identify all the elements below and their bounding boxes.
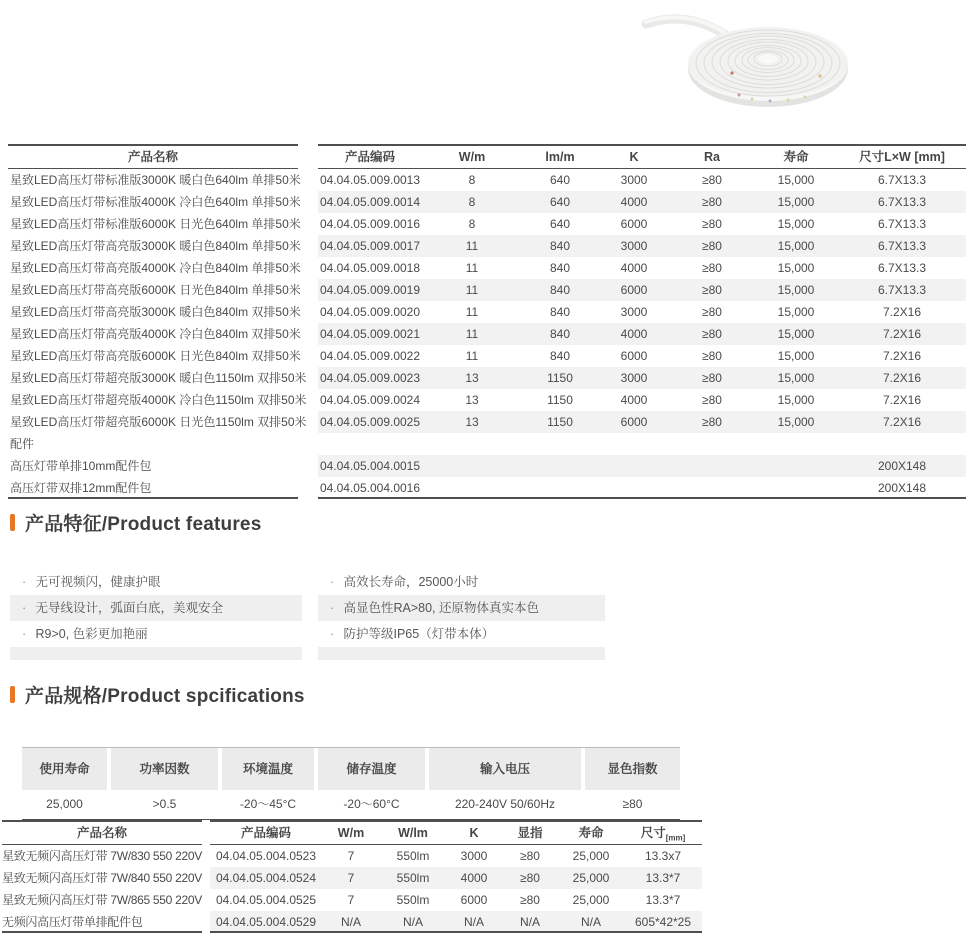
cell-k: 3000	[620, 371, 648, 385]
env-value-cell: ≥80	[622, 797, 643, 811]
cell-size: 200X148	[877, 459, 927, 473]
cell-lifetime: 15,000	[777, 371, 815, 385]
env-header-cell: 功率因数	[111, 748, 218, 790]
cell-lifetime: 25,000	[572, 849, 610, 863]
cell-lmm: 840	[549, 349, 571, 363]
cell-lifetime: 25,000	[572, 893, 610, 907]
feature-item	[318, 595, 605, 621]
table-row	[2, 889, 702, 911]
col-header-product-code: 产品编码	[240, 826, 291, 840]
cell-wm	[422, 455, 522, 477]
product-table-header-right	[318, 144, 966, 169]
cell-product-name: 星致LED高压灯带标准版4000K 冷白色640lm 单排50米	[10, 195, 301, 209]
stripe-band	[10, 647, 302, 660]
col-header-wm: W/m	[458, 150, 486, 164]
env-header-cell: 使用寿命	[22, 748, 107, 790]
cell-wm: 7	[347, 893, 355, 907]
cell-wm	[422, 433, 522, 455]
cell-product-code: 04.04.05.009.0020	[319, 305, 421, 319]
cell-lifetime: 15,000	[777, 327, 815, 341]
model-spec-table	[2, 820, 702, 933]
cell-k: 6000	[620, 217, 648, 231]
cell-size: 13.3*7	[645, 871, 681, 885]
cell-cri: N/A	[519, 915, 540, 929]
cell-lifetime: 15,000	[777, 173, 815, 187]
cell-wm: 11	[465, 305, 479, 319]
cell-lmm: 840	[549, 283, 571, 297]
cell-size: 6.7X13.3	[877, 173, 927, 187]
cell-size: 6.7X13.3	[877, 261, 927, 275]
cell-k: 4000	[620, 195, 648, 209]
cell-ra: ≥80	[702, 195, 722, 209]
cell-product-code: 04.04.05.004.0529	[215, 915, 317, 929]
env-table-value-row	[22, 790, 680, 820]
table-gutter	[202, 845, 210, 867]
cell-size: 6.7X13.3	[877, 283, 927, 297]
cell-k: 3000	[460, 849, 488, 863]
cell-k: 3000	[620, 239, 648, 253]
cell-k: 4000	[620, 393, 648, 407]
feature-text: 高效长寿命，25000小时	[343, 575, 479, 589]
cell-lifetime: 25,000	[572, 871, 610, 885]
table-gutter	[298, 144, 318, 169]
cell-lmm: 840	[549, 305, 571, 319]
table-row	[8, 213, 966, 235]
table-row	[8, 455, 966, 477]
cell-lmm	[522, 433, 598, 455]
cell-wm: 11	[465, 283, 479, 297]
cell-product-code: 04.04.05.009.0018	[319, 261, 421, 275]
cell-size: 13.3*7	[645, 893, 681, 907]
cell-product-name: 星致LED高压灯带高亮版3000K 暖白色840lm 单排50米	[10, 239, 301, 253]
cell-size: 605*42*25	[634, 915, 692, 929]
feature-item	[10, 621, 302, 647]
col-header-wm: W/m	[337, 826, 365, 840]
cell-wm: 11	[465, 261, 479, 275]
env-value-cell: 25,000	[46, 797, 83, 811]
table-row	[2, 911, 702, 933]
table-row	[2, 845, 702, 867]
cell-k: 4000	[620, 261, 648, 275]
cell-product-name: 配件	[10, 437, 35, 451]
feature-item	[10, 595, 302, 621]
table-gutter	[202, 889, 210, 911]
cell-lmm	[522, 477, 598, 497]
cell-k: 3000	[620, 305, 648, 319]
features-title: 产品特征/Product features	[25, 514, 262, 535]
cell-k: 6000	[620, 349, 648, 363]
table-row	[8, 367, 966, 389]
cell-size: 6.7X13.3	[877, 195, 927, 209]
cell-cri: ≥80	[520, 849, 540, 863]
cell-lifetime: 15,000	[777, 415, 815, 429]
cell-product-name: 星致LED高压灯带高亮版4000K 冷白色840lm 双排50米	[10, 327, 301, 341]
table-gutter	[298, 301, 318, 323]
cell-wm: 13	[465, 371, 479, 385]
table-row	[2, 867, 702, 889]
cell-product-code: 04.04.05.009.0024	[319, 393, 421, 407]
col-header-k: K	[469, 826, 479, 840]
cell-wlm: 550lm	[396, 893, 430, 907]
cell-ra: ≥80	[702, 393, 722, 407]
product-table-header-row	[8, 144, 966, 169]
table-gutter	[298, 389, 318, 411]
cell-cri: ≥80	[520, 871, 540, 885]
cell-lifetime: 15,000	[777, 393, 815, 407]
cell-lmm: 640	[549, 173, 571, 187]
accent-bar-icon	[10, 686, 15, 703]
led-strip-coil-graphic	[640, 6, 970, 128]
features-column-left	[10, 569, 302, 660]
features-column-right	[318, 569, 605, 660]
env-header-cell: 环境温度	[222, 748, 314, 790]
table-gutter	[202, 867, 210, 889]
col-header-product-name: 产品名称	[2, 820, 202, 845]
feature-item	[318, 621, 605, 647]
cell-k: 4000	[460, 871, 488, 885]
cell-ra: ≥80	[702, 305, 722, 319]
cell-ra	[670, 477, 754, 497]
cell-wm: 8	[468, 173, 476, 187]
cell-size: 7.2X16	[882, 305, 922, 319]
cell-lifetime: 15,000	[777, 261, 815, 275]
features-section-heading	[10, 509, 261, 536]
table-gutter	[298, 433, 318, 455]
cell-k: 6000	[460, 893, 488, 907]
table-gutter	[298, 323, 318, 345]
table-row	[8, 279, 966, 301]
table-row	[8, 191, 966, 213]
specs-title: 产品规格/Product spcifications	[25, 686, 305, 707]
cell-lifetime: 15,000	[777, 283, 815, 297]
cell-lmm: 640	[549, 217, 571, 231]
cell-product-code: 04.04.05.004.0524	[215, 871, 317, 885]
cell-wm: 8	[468, 195, 476, 209]
cell-product-name: 星致LED高压灯带高亮版6000K 日光色840lm 双排50米	[10, 349, 301, 363]
table-gutter	[298, 455, 318, 477]
bullet-icon: ·	[330, 575, 335, 589]
cell-wm: 11	[465, 327, 479, 341]
cell-ra: ≥80	[702, 217, 722, 231]
cell-k: 6000	[620, 283, 648, 297]
table-gutter	[202, 820, 210, 845]
cell-size: 13.3x7	[644, 849, 682, 863]
cell-lifetime: N/A	[580, 915, 601, 929]
bullet-icon: ·	[22, 601, 27, 615]
cell-product-code: 04.04.05.004.0015	[319, 459, 421, 473]
cell-k: 4000	[620, 327, 648, 341]
cell-product-name: 星致LED高压灯带高亮版4000K 冷白色840lm 单排50米	[10, 261, 301, 275]
cell-wm: 13	[465, 415, 479, 429]
col-header-lifetime: 寿命	[783, 150, 809, 164]
cell-lmm	[522, 455, 598, 477]
cell-product-name: 星致LED高压灯带高亮版6000K 日光色840lm 单排50米	[10, 283, 301, 297]
col-header-product-name: 产品名称	[8, 144, 298, 169]
cell-wm: 7	[347, 871, 355, 885]
led-strip-coil-image	[640, 6, 970, 128]
table-row	[8, 235, 966, 257]
col-header-lmm: lm/m	[545, 150, 575, 164]
bullet-icon: ·	[22, 627, 27, 641]
cell-size: 6.7X13.3	[877, 239, 927, 253]
cell-lmm: 840	[549, 327, 571, 341]
cell-wm: 8	[468, 217, 476, 231]
cell-product-code: 04.04.05.009.0025	[319, 415, 421, 429]
cell-product-name: 星致LED高压灯带超亮版4000K 冷白色1150lm 双排50米	[10, 393, 307, 407]
bullet-icon: ·	[22, 575, 27, 589]
cell-product-name: 高压灯带单排10mm配件包	[10, 459, 152, 473]
cell-product-code: 04.04.05.004.0016	[319, 481, 421, 495]
cell-size: 200X148	[877, 481, 927, 495]
cell-product-name: 星致LED高压灯带超亮版3000K 暖白色1150lm 双排50米	[10, 371, 307, 385]
cell-size	[838, 433, 966, 455]
cell-lmm: 640	[549, 195, 571, 209]
cell-lifetime: 15,000	[777, 239, 815, 253]
cell-wlm: N/A	[402, 915, 423, 929]
cell-ra: ≥80	[702, 349, 722, 363]
env-header-cell: 输入电压	[429, 748, 581, 790]
cell-k	[598, 477, 670, 497]
cell-ra: ≥80	[702, 283, 722, 297]
feature-text: 防护等级IP65（灯带本体）	[343, 627, 495, 641]
table-gutter	[298, 191, 318, 213]
cell-ra: ≥80	[702, 327, 722, 341]
cell-product-name: 星致无频闪高压灯带 7W/840 550 220V	[2, 871, 202, 885]
cell-product-code: 04.04.05.009.0017	[319, 239, 421, 253]
cell-ra: ≥80	[702, 261, 722, 275]
col-header-lifetime: 寿命	[578, 826, 604, 840]
cell-k: 6000	[620, 415, 648, 429]
bullet-icon: ·	[330, 627, 335, 641]
cell-lifetime: 15,000	[777, 305, 815, 319]
feature-text: 无导线设计，弧面白底，美观安全	[35, 601, 223, 615]
cell-lifetime	[754, 433, 838, 455]
features-list	[10, 569, 605, 660]
table-gutter	[298, 477, 318, 499]
cell-size: 7.2X16	[882, 393, 922, 407]
cell-wm: 7	[347, 849, 355, 863]
feature-text: 高显色性RA>80, 还原物体真实本色	[343, 601, 539, 615]
env-header-cell: 显色指数	[585, 748, 680, 790]
table-gutter	[298, 169, 318, 191]
table-row	[8, 323, 966, 345]
table-row	[8, 345, 966, 367]
col-header-product-code: 产品编码	[344, 150, 395, 164]
specs-section-heading	[10, 681, 305, 708]
col-header-cri: 显指	[517, 826, 543, 840]
cell-ra: ≥80	[702, 173, 722, 187]
cell-size: 7.2X16	[882, 349, 922, 363]
cell-product-code: 04.04.05.004.0523	[215, 849, 317, 863]
environment-spec-table	[22, 747, 680, 820]
cell-size: 7.2X16	[882, 371, 922, 385]
cell-k: 3000	[620, 173, 648, 187]
table-row	[8, 301, 966, 323]
table-gutter	[298, 411, 318, 433]
table-gutter	[298, 279, 318, 301]
cell-lifetime: 15,000	[777, 195, 815, 209]
col-header-wlm: W/lm	[398, 826, 428, 840]
col-header-size: 尺寸$_{[mm]}$	[640, 826, 686, 843]
cell-lmm: 840	[549, 239, 571, 253]
cell-product-name: 无频闪高压灯带单排配件包	[2, 911, 202, 933]
cell-ra: ≥80	[702, 415, 722, 429]
cell-product-name: 星致无频闪高压灯带 7W/865 550 220V	[2, 893, 202, 907]
cell-product-code: 04.04.05.009.0013	[319, 173, 421, 187]
cell-product-code: 04.04.05.009.0023	[319, 371, 421, 385]
cell-ra	[670, 433, 754, 455]
cell-product-name: 星致LED高压灯带标准版6000K 日光色640lm 单排50米	[10, 217, 301, 231]
env-value-cell: >0.5	[152, 797, 177, 811]
cell-lifetime: 15,000	[777, 349, 815, 363]
env-table-header-row	[22, 748, 680, 790]
env-header-cell: 储存温度	[318, 748, 425, 790]
cell-k: N/A	[463, 915, 484, 929]
table-gutter	[298, 235, 318, 257]
stripe-band	[318, 647, 605, 660]
table-row	[8, 389, 966, 411]
table-row	[8, 411, 966, 433]
cell-product-name: 高压灯带双排12mm配件包	[8, 477, 298, 499]
cell-lmm: 1150	[547, 393, 573, 407]
col-header-ra: Ra	[704, 150, 720, 164]
cell-wm	[422, 477, 522, 497]
cell-product-code: 04.04.05.009.0022	[319, 349, 421, 363]
feature-text: R9>0, 色彩更加艳丽	[35, 627, 148, 641]
feature-item	[10, 569, 302, 595]
cell-product-name: 星致LED高压灯带高亮版3000K 暖白色840lm 双排50米	[10, 305, 301, 319]
table-row	[8, 477, 966, 499]
product-table-body	[8, 169, 966, 499]
cell-lifetime: 15,000	[777, 217, 815, 231]
cell-size: 7.2X16	[882, 327, 922, 341]
cell-product-code: 04.04.05.004.0525	[215, 893, 317, 907]
env-value-cell: -20～45°C	[239, 797, 297, 811]
table-row	[8, 169, 966, 191]
env-value-cell: -20～60°C	[343, 797, 400, 811]
cell-cri: ≥80	[520, 893, 540, 907]
cell-product-code: 04.04.05.009.0021	[319, 327, 421, 341]
cell-product-name: 星致LED高压灯带超亮版6000K 日光色1150lm 双排50米	[10, 415, 307, 429]
env-value-cell: 220-240V 50/60Hz	[454, 797, 556, 811]
cell-wm: 11	[465, 239, 479, 253]
cell-product-code: 04.04.05.009.0019	[319, 283, 421, 297]
cell-ra	[670, 455, 754, 477]
cell-lmm: 1150	[547, 415, 573, 429]
cell-wlm: 550lm	[396, 849, 430, 863]
cell-size: 7.2X16	[882, 415, 922, 429]
cell-ra: ≥80	[702, 239, 722, 253]
cell-product-code	[318, 433, 422, 455]
cell-lmm: 840	[549, 261, 571, 275]
cell-wlm: 550lm	[396, 871, 430, 885]
cell-wm: 11	[465, 349, 479, 363]
cell-wm: N/A	[340, 915, 361, 929]
cell-product-code: 04.04.05.009.0016	[319, 217, 421, 231]
cell-product-name: 星致LED高压灯带标准版3000K 暖白色640lm 单排50米	[10, 173, 301, 187]
product-table	[8, 144, 966, 499]
cell-k	[598, 433, 670, 455]
feature-item	[318, 569, 605, 595]
col-header-k: K	[629, 150, 639, 164]
bullet-icon: ·	[330, 601, 335, 615]
cell-k	[598, 455, 670, 477]
cell-wm: 13	[465, 393, 479, 407]
feature-text: 无可视频闪，健康护眼	[35, 575, 161, 589]
model-table-body	[2, 845, 702, 933]
model-table-header-row	[2, 820, 702, 845]
cell-product-code: 04.04.05.009.0014	[319, 195, 421, 209]
cell-size: 6.7X13.3	[877, 217, 927, 231]
table-gutter	[202, 911, 210, 933]
table-row	[8, 433, 966, 455]
cell-product-name: 星致无频闪高压灯带 7W/830 550 220V	[2, 849, 202, 863]
cell-lmm: 1150	[547, 371, 573, 385]
cell-ra: ≥80	[702, 371, 722, 385]
table-gutter	[298, 345, 318, 367]
cell-lifetime	[754, 455, 838, 477]
accent-bar-icon	[10, 514, 15, 531]
cell-lifetime	[754, 477, 838, 497]
table-gutter	[298, 367, 318, 389]
table-gutter	[298, 257, 318, 279]
table-gutter	[298, 213, 318, 235]
col-header-size: 尺寸L×W [mm]	[859, 150, 945, 164]
table-row	[8, 257, 966, 279]
